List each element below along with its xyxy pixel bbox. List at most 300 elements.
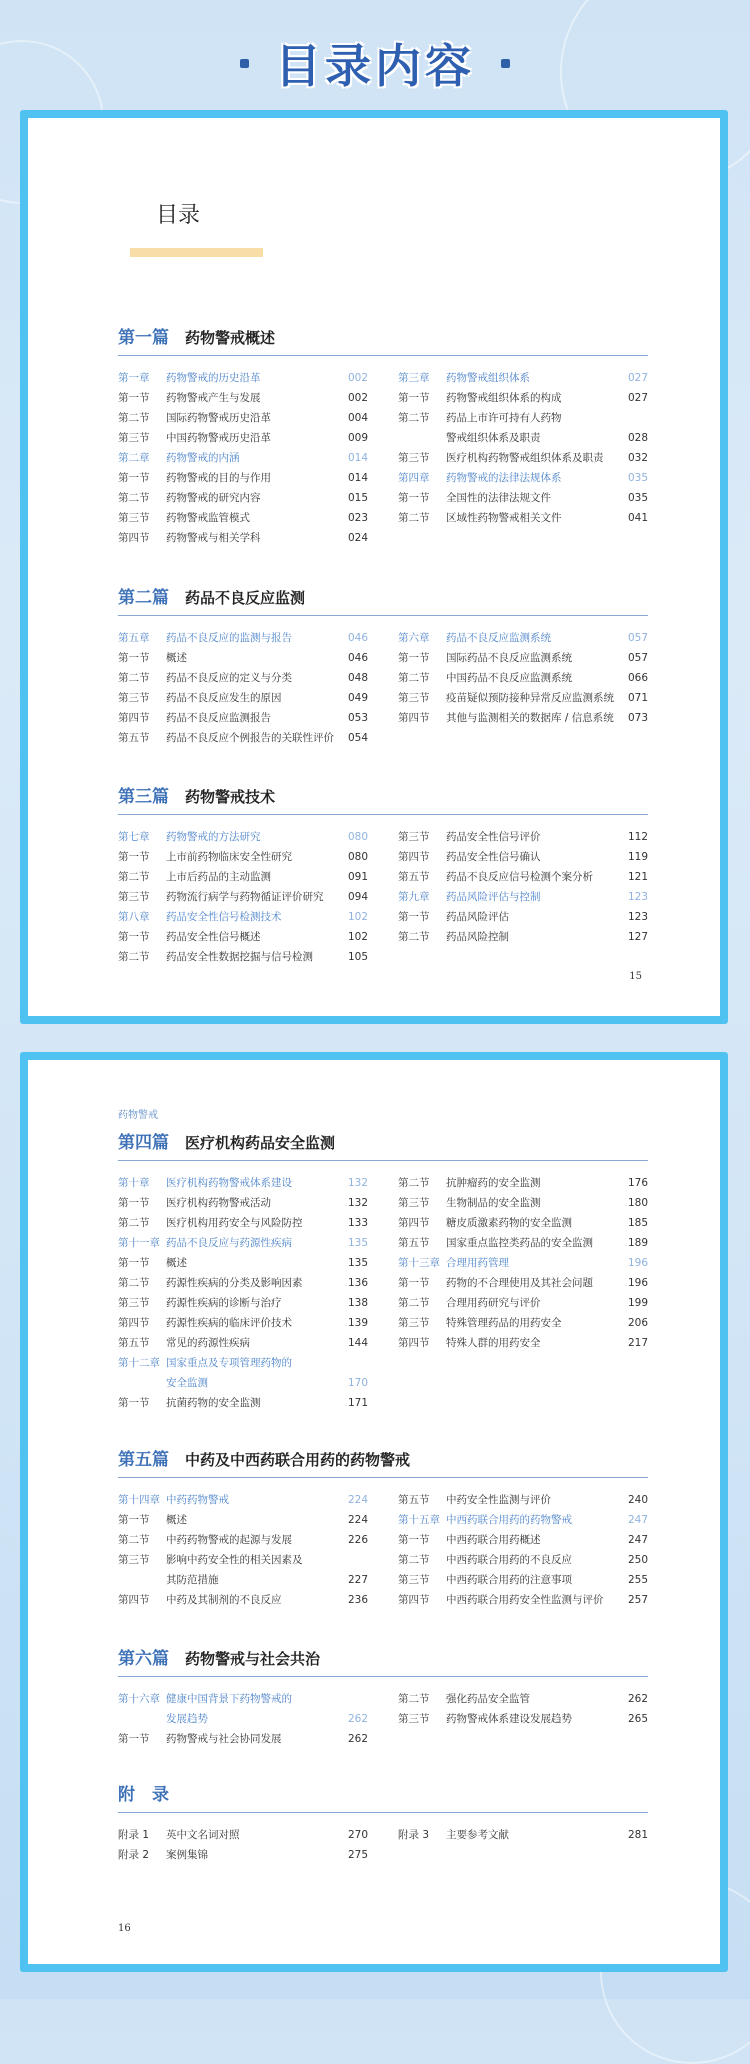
toc-column-left — [118, 368, 368, 548]
entry-page: 102 — [347, 931, 368, 943]
toc-columns — [118, 1490, 648, 1610]
running-head: 药物警戒 — [118, 1110, 158, 1121]
entry-title: 药品安全性信号检测技术 — [166, 911, 282, 923]
entry-label: 第三节 — [398, 831, 430, 843]
entry-title: 药品不良反应监测系统 — [446, 632, 551, 644]
entry-label: 第一章 — [118, 372, 150, 384]
toc-section-entry[interactable] — [398, 428, 648, 448]
entry-label: 第十四章 — [118, 1494, 160, 1506]
toc-section-entry[interactable] — [398, 1530, 648, 1550]
entry-page: 028 — [627, 432, 648, 444]
entry-label: 第二节 — [118, 492, 150, 504]
entry-page: 257 — [627, 1594, 648, 1606]
entry-title: 药物流行病学与药物循证评价研究 — [166, 891, 324, 903]
entry-title: 药物警戒产生与发展 — [166, 392, 261, 404]
entry-title: 药物警戒的法律法规体系 — [446, 472, 562, 484]
entry-page: 224 — [347, 1514, 368, 1526]
toc-section-entry[interactable] — [398, 827, 648, 847]
entry-label: 第二节 — [398, 1177, 430, 1189]
entry-page: 135 — [347, 1237, 368, 1249]
toc-section-entry[interactable] — [118, 528, 368, 548]
entry-title: 区域性药物警戒相关文件 — [446, 512, 562, 524]
entry-page: 262 — [347, 1733, 368, 1745]
entry-title: 药品不良反应的监测与报告 — [166, 632, 292, 644]
toc-section-entry[interactable] — [398, 1825, 648, 1845]
toc-chapter-entry[interactable] — [398, 1253, 648, 1273]
toc-section-entry[interactable] — [398, 1590, 648, 1610]
entry-title: 影响中药安全性的相关因素及 — [166, 1554, 303, 1566]
entry-title: 中药药物警戒 — [166, 1494, 229, 1506]
toc-column-left — [118, 827, 368, 967]
toc-section-entry[interactable] — [118, 1845, 368, 1865]
toc-section-entry[interactable] — [118, 688, 368, 708]
toc-page-card-1 — [20, 110, 728, 1024]
entry-title: 药品不良反应与药源性疾病 — [166, 1237, 292, 1249]
entry-title: 中西药联合用药概述 — [446, 1534, 541, 1546]
entry-label: 第二节 — [398, 1554, 430, 1566]
toc-section-entry[interactable] — [398, 688, 648, 708]
entry-page: 139 — [347, 1317, 368, 1329]
toc-page-1 — [28, 118, 720, 1016]
entry-label: 第一节 — [118, 1257, 150, 1269]
entry-label: 第三节 — [398, 1713, 430, 1725]
part-name: 医疗机构药品安全监测 — [185, 1134, 336, 1152]
entry-page: 027 — [627, 392, 648, 404]
entry-label: 第十六章 — [118, 1693, 160, 1705]
entry-label: 第一节 — [398, 492, 430, 504]
toc-column-right — [398, 1490, 648, 1610]
part-number: 第五篇 — [118, 1450, 169, 1470]
toc-chapter-entry[interactable] — [118, 1173, 368, 1193]
toc-section-entry[interactable] — [118, 668, 368, 688]
toc-chapter-entry[interactable] — [398, 887, 648, 907]
toc-section-entry[interactable] — [118, 1590, 368, 1610]
part-section — [118, 1644, 648, 1749]
entry-title: 药品风险评估 — [446, 911, 509, 923]
toc-section-entry[interactable] — [118, 388, 368, 408]
toc-column-right — [398, 827, 648, 967]
entry-page: 262 — [627, 1693, 648, 1705]
toc-section-entry[interactable] — [398, 1709, 648, 1729]
entry-page: 080 — [347, 851, 368, 863]
toc-section-entry[interactable] — [398, 1570, 648, 1590]
entry-page: 066 — [627, 672, 648, 684]
entry-title: 中药及其制剂的不良反应 — [166, 1594, 282, 1606]
entry-title: 合理用药管理 — [446, 1257, 509, 1269]
toc-chapter-entry[interactable] — [118, 827, 368, 847]
toc-section-entry[interactable] — [118, 847, 368, 867]
toc-columns — [118, 628, 648, 748]
part-section — [118, 1445, 648, 1610]
entry-label: 第一节 — [118, 392, 150, 404]
entry-title: 中药安全性监测与评价 — [446, 1494, 551, 1506]
entry-title: 疫苗疑似预防接种异常反应监测系统 — [446, 692, 614, 704]
entry-title: 国家重点及专项管理药物的 — [166, 1357, 292, 1369]
toc-section-entry[interactable] — [118, 1530, 368, 1550]
entry-title: 药物警戒的研究内容 — [166, 492, 261, 504]
entry-page: 002 — [347, 372, 368, 384]
entry-page: 224 — [347, 1494, 368, 1506]
toc-chapter-entry[interactable] — [118, 1689, 368, 1709]
entry-label: 第五节 — [118, 732, 150, 744]
toc-column-right — [398, 1173, 648, 1413]
entry-title: 概述 — [166, 1257, 187, 1269]
toc-section-entry[interactable] — [118, 947, 368, 967]
entry-label: 第三节 — [118, 512, 150, 524]
part-title — [118, 1644, 648, 1677]
bullet-dot-left — [240, 59, 249, 68]
toc-section-entry[interactable] — [118, 508, 368, 528]
entry-label: 第一节 — [118, 851, 150, 863]
entry-label: 第一节 — [118, 1197, 150, 1209]
entry-label: 第四节 — [398, 1594, 430, 1606]
toc-section-entry[interactable] — [118, 408, 368, 428]
entry-title: 医疗机构用药安全与风险防控 — [166, 1217, 303, 1229]
entry-label: 第五节 — [398, 1237, 430, 1249]
entry-title: 生物制品的安全监测 — [446, 1197, 541, 1209]
toc-heading: 目录 — [156, 203, 201, 228]
entry-label: 第三节 — [398, 1317, 430, 1329]
entry-page: 004 — [347, 412, 368, 424]
entry-title: 药品不良反应信号检测个案分析 — [446, 871, 593, 883]
entry-page: 171 — [347, 1397, 368, 1409]
entry-page: 180 — [627, 1197, 648, 1209]
toc-columns — [118, 1689, 648, 1749]
page-header — [0, 28, 750, 98]
toc-section-entry[interactable] — [398, 1173, 648, 1193]
entry-page: 112 — [627, 831, 648, 843]
part-section — [118, 1128, 648, 1413]
toc-section-entry[interactable] — [118, 927, 368, 947]
entry-title: 药品风险评估与控制 — [446, 891, 541, 903]
part-title — [118, 1128, 648, 1161]
entry-label: 第二节 — [398, 931, 430, 943]
toc-chapter-entry[interactable] — [398, 1510, 648, 1530]
entry-title: 药物的不合理使用及其社会问题 — [446, 1277, 593, 1289]
entry-label: 第四节 — [118, 1594, 150, 1606]
page-number: 15 — [629, 971, 642, 982]
toc-columns — [118, 1173, 648, 1413]
entry-label: 第三节 — [398, 1574, 430, 1586]
entry-label: 第五节 — [398, 871, 430, 883]
entry-label: 第二章 — [118, 452, 150, 464]
toc-chapter-entry[interactable] — [398, 468, 648, 488]
toc-section-entry[interactable] — [398, 867, 648, 887]
part-section — [118, 1780, 648, 1865]
entry-label: 第七章 — [118, 831, 150, 843]
entry-page: 132 — [347, 1197, 368, 1209]
entry-page: 102 — [347, 911, 368, 923]
entry-label: 第四节 — [118, 1317, 150, 1329]
entry-label: 第三节 — [118, 1297, 150, 1309]
entry-page: 080 — [347, 831, 368, 843]
entry-page: 027 — [627, 372, 648, 384]
toc-chapter-entry[interactable] — [118, 448, 368, 468]
entry-label: 第二节 — [398, 512, 430, 524]
entry-title: 医疗机构药物警戒组织体系及职责 — [446, 452, 604, 464]
entry-label: 第三节 — [398, 452, 430, 464]
toc-section-entry[interactable] — [398, 1233, 648, 1253]
toc-section-entry[interactable] — [398, 1313, 648, 1333]
entry-page: 046 — [347, 652, 368, 664]
toc-section-entry[interactable] — [398, 508, 648, 528]
toc-section-entry[interactable] — [118, 648, 368, 668]
toc-section-entry[interactable] — [398, 488, 648, 508]
entry-title: 药品不良反应的定义与分类 — [166, 672, 292, 684]
part-title — [118, 323, 648, 356]
entry-label: 第一节 — [118, 472, 150, 484]
entry-title: 合理用药研究与评价 — [446, 1297, 541, 1309]
entry-label: 第四节 — [118, 712, 150, 724]
part-number: 第四篇 — [118, 1133, 169, 1153]
toc-section-entry[interactable] — [118, 1313, 368, 1333]
part-number: 第一篇 — [118, 328, 169, 348]
entry-title: 强化药品安全监管 — [446, 1693, 530, 1705]
toc-section-entry[interactable] — [118, 1550, 368, 1570]
toc-section-entry[interactable] — [398, 1333, 648, 1353]
entry-label: 第四节 — [398, 1217, 430, 1229]
entry-title: 药品安全性信号概述 — [166, 931, 261, 943]
entry-label: 第五节 — [118, 1337, 150, 1349]
entry-page: 024 — [347, 532, 368, 544]
toc-section-entry[interactable] — [118, 1333, 368, 1353]
entry-label: 第二节 — [118, 412, 150, 424]
entry-label: 第六章 — [398, 632, 430, 644]
toc-chapter-entry[interactable] — [398, 368, 648, 388]
entry-title: 药品不良反应监测报告 — [166, 712, 271, 724]
toc-section-entry[interactable] — [398, 388, 648, 408]
entry-label: 第十五章 — [398, 1514, 440, 1526]
entry-title: 概述 — [166, 652, 187, 664]
entry-label: 第二节 — [118, 672, 150, 684]
toc-chapter-entry[interactable] — [398, 628, 648, 648]
entry-page: 091 — [347, 871, 368, 883]
toc-section-entry[interactable] — [398, 1213, 648, 1233]
entry-page: 196 — [627, 1277, 648, 1289]
toc-columns — [118, 368, 648, 548]
entry-title: 药物警戒与社会协同发展 — [166, 1733, 282, 1745]
entry-title: 糖皮质激素药物的安全监测 — [446, 1217, 572, 1229]
entry-title: 英中文名词对照 — [166, 1829, 240, 1841]
entry-title: 常见的药源性疾病 — [166, 1337, 250, 1349]
toc-section-entry[interactable] — [118, 428, 368, 448]
entry-label: 第四节 — [398, 1337, 430, 1349]
entry-title: 上市后药品的主动监测 — [166, 871, 271, 883]
entry-page: 041 — [627, 512, 648, 524]
entry-label — [118, 1570, 162, 1590]
entry-title: 警戒组织体系及职责 — [446, 432, 541, 444]
entry-page: 032 — [627, 452, 648, 464]
entry-page: 094 — [347, 891, 368, 903]
toc-page-2 — [28, 1060, 720, 1964]
entry-label — [398, 428, 442, 448]
entry-label: 第一节 — [398, 652, 430, 664]
toc-section-entry[interactable] — [398, 847, 648, 867]
page-number: 16 — [118, 1923, 131, 1934]
entry-title: 中西药联合用药安全性监测与评价 — [446, 1594, 604, 1606]
entry-title: 药物警戒的目的与作用 — [166, 472, 271, 484]
toc-section-entry[interactable] — [118, 1393, 368, 1413]
toc-section-entry[interactable] — [398, 1689, 648, 1709]
entry-page: 073 — [627, 712, 648, 724]
toc-section-entry[interactable] — [118, 1729, 368, 1749]
entry-title: 药品安全性信号评价 — [446, 831, 541, 843]
entry-label: 第十一章 — [118, 1237, 160, 1249]
entry-label: 第二节 — [398, 412, 430, 424]
entry-page: 196 — [627, 1257, 648, 1269]
toc-chapter-entry[interactable] — [118, 1709, 368, 1729]
entry-label: 第四节 — [398, 851, 430, 863]
entry-page: 136 — [347, 1277, 368, 1289]
entry-page: 009 — [347, 432, 368, 444]
part-number: 附 录 — [118, 1785, 169, 1805]
toc-chapter-entry[interactable] — [118, 1373, 368, 1393]
toc-column-left — [118, 1825, 368, 1865]
entry-title: 中国药物警戒历史沿革 — [166, 432, 271, 444]
entry-page: 189 — [627, 1237, 648, 1249]
entry-page: 138 — [347, 1297, 368, 1309]
part-title — [118, 1780, 648, 1813]
toc-section-entry[interactable] — [398, 1193, 648, 1213]
toc-section-entry[interactable] — [398, 408, 648, 428]
entry-label: 第二节 — [398, 1297, 430, 1309]
entry-page: 176 — [627, 1177, 648, 1189]
entry-label: 第三节 — [398, 692, 430, 704]
toc-section-entry[interactable] — [398, 907, 648, 927]
entry-page: 057 — [627, 652, 648, 664]
entry-title: 药物警戒的历史沿革 — [166, 372, 261, 384]
entry-label: 第一节 — [118, 1397, 150, 1409]
entry-title: 特殊人群的用药安全 — [446, 1337, 541, 1349]
entry-title: 药物警戒的方法研究 — [166, 831, 261, 843]
entry-title: 药物警戒组织体系 — [446, 372, 530, 384]
entry-page: 262 — [347, 1713, 368, 1725]
entry-page: 054 — [347, 732, 368, 744]
toc-chapter-entry[interactable] — [118, 1353, 368, 1373]
entry-title: 药物警戒组织体系的构成 — [446, 392, 562, 404]
entry-label: 第一节 — [118, 931, 150, 943]
toc-section-entry[interactable] — [118, 867, 368, 887]
entry-title: 中西药联合用药的不良反应 — [446, 1554, 572, 1566]
toc-section-entry[interactable] — [118, 708, 368, 728]
toc-section-entry[interactable] — [398, 1273, 648, 1293]
entry-title: 抗肿瘤药的安全监测 — [446, 1177, 541, 1189]
toc-chapter-entry[interactable] — [118, 628, 368, 648]
entry-label: 附录 2 — [118, 1849, 150, 1861]
entry-title: 医疗机构药物警戒体系建设 — [166, 1177, 292, 1189]
toc-column-left — [118, 628, 368, 748]
entry-title: 其他与监测相关的数据库 / 信息系统 — [446, 712, 614, 724]
entry-label — [118, 1373, 162, 1393]
entry-label: 第二节 — [398, 672, 430, 684]
toc-section-entry[interactable] — [118, 1193, 368, 1213]
entry-page: 270 — [347, 1829, 368, 1841]
toc-section-entry[interactable] — [398, 708, 648, 728]
entry-label: 附录 1 — [118, 1829, 150, 1841]
entry-title: 国际药品不良反应监测系统 — [446, 652, 572, 664]
entry-page: 014 — [347, 472, 368, 484]
toc-section-entry[interactable] — [118, 468, 368, 488]
entry-page: 265 — [627, 1713, 648, 1725]
entry-label: 第十二章 — [118, 1357, 160, 1369]
toc-section-entry[interactable] — [398, 668, 648, 688]
toc-section-entry[interactable] — [398, 1550, 648, 1570]
toc-section-entry[interactable] — [118, 1273, 368, 1293]
toc-section-entry[interactable] — [398, 1490, 648, 1510]
toc-section-entry[interactable] — [118, 1293, 368, 1313]
entry-label: 第三节 — [118, 432, 150, 444]
toc-section-entry[interactable] — [118, 1253, 368, 1273]
entry-title: 药物警戒与相关学科 — [166, 532, 261, 544]
entry-label: 第四节 — [118, 532, 150, 544]
toc-section-entry[interactable] — [398, 448, 648, 468]
entry-page: 127 — [627, 931, 648, 943]
heading-underline-bar — [130, 248, 263, 257]
entry-title: 案例集锦 — [166, 1849, 208, 1861]
entry-title: 中西药联合用药的注意事项 — [446, 1574, 572, 1586]
entry-label: 第十三章 — [398, 1257, 440, 1269]
toc-columns — [118, 827, 648, 967]
toc-column-right — [398, 368, 648, 548]
entry-title: 上市前药物临床安全性研究 — [166, 851, 292, 863]
entry-label: 第三节 — [398, 1197, 430, 1209]
entry-title: 药物警戒体系建设发展趋势 — [446, 1713, 572, 1725]
entry-title: 药源性疾病的分类及影响因素 — [166, 1277, 303, 1289]
entry-title: 中国药品不良反应监测系统 — [446, 672, 572, 684]
part-title — [118, 583, 648, 616]
toc-section-entry[interactable] — [118, 1570, 368, 1590]
entry-page: 048 — [347, 672, 368, 684]
entry-page: 247 — [627, 1514, 648, 1526]
toc-column-right — [398, 1825, 648, 1865]
toc-section-entry[interactable] — [118, 1213, 368, 1233]
entry-label: 第一节 — [398, 1534, 430, 1546]
entry-page: 105 — [347, 951, 368, 963]
toc-section-entry[interactable] — [398, 927, 648, 947]
entry-label: 第三节 — [118, 1554, 150, 1566]
toc-section-entry[interactable] — [398, 648, 648, 668]
entry-page: 049 — [347, 692, 368, 704]
entry-label: 第一节 — [398, 911, 430, 923]
entry-page: 199 — [627, 1297, 648, 1309]
toc-section-entry[interactable] — [118, 728, 368, 748]
toc-section-entry[interactable] — [118, 1510, 368, 1530]
toc-chapter-entry[interactable] — [118, 368, 368, 388]
entry-page: 135 — [347, 1257, 368, 1269]
entry-page: 123 — [627, 911, 648, 923]
toc-section-entry[interactable] — [398, 1293, 648, 1313]
entry-title: 药品安全性信号确认 — [446, 851, 541, 863]
part-section — [118, 323, 648, 548]
entry-label: 第一节 — [398, 392, 430, 404]
toc-section-entry[interactable] — [118, 887, 368, 907]
entry-page: 132 — [347, 1177, 368, 1189]
entry-page: 133 — [347, 1217, 368, 1229]
entry-title: 药源性疾病的诊断与治疗 — [166, 1297, 282, 1309]
toc-chapter-entry[interactable] — [118, 907, 368, 927]
entry-title: 药品安全性数据挖掘与信号检测 — [166, 951, 313, 963]
part-name: 药物警戒概述 — [185, 329, 276, 347]
bullet-dot-right — [501, 59, 510, 68]
entry-title: 国际药物警戒历史沿革 — [166, 412, 271, 424]
entry-page: 281 — [627, 1829, 648, 1841]
toc-chapter-entry[interactable] — [118, 1490, 368, 1510]
toc-section-entry[interactable] — [118, 488, 368, 508]
toc-chapter-entry[interactable] — [118, 1233, 368, 1253]
entry-page: 119 — [627, 851, 648, 863]
toc-section-entry[interactable] — [118, 1825, 368, 1845]
entry-title: 药品不良反应个例报告的关联性评价 — [166, 732, 334, 744]
